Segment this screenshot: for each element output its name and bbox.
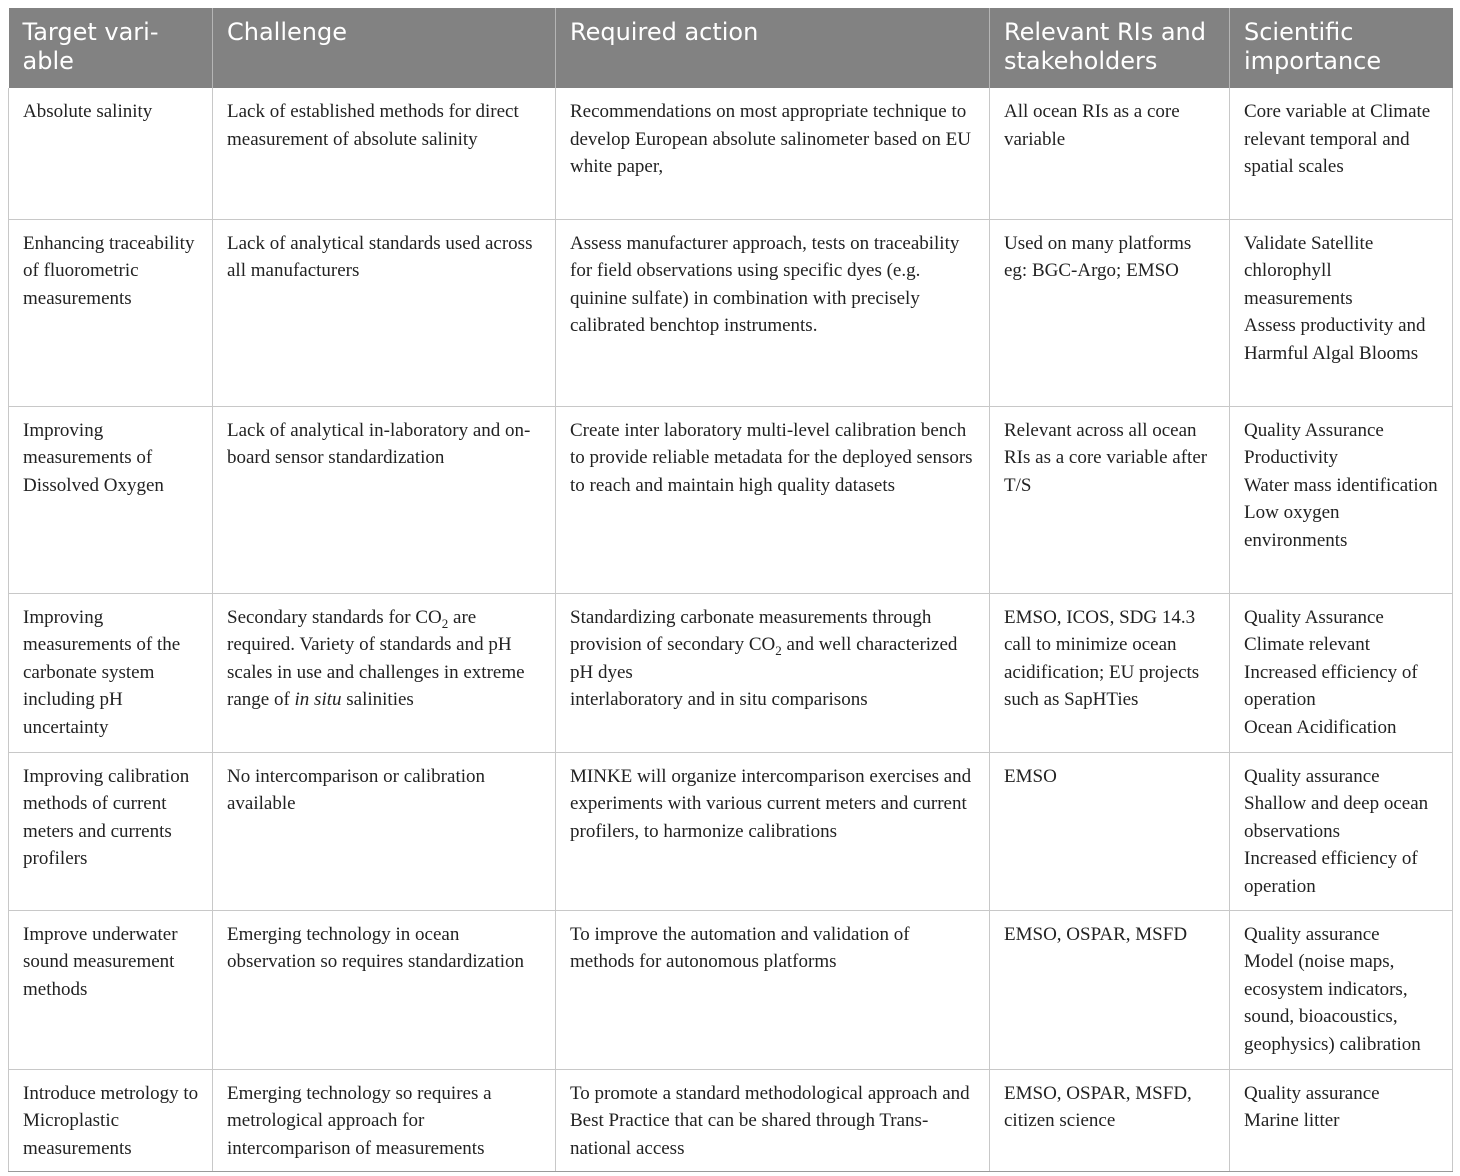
header-relevant-ris-line2: stakeholders [1004, 47, 1158, 75]
cell-action: MINKE will organize intercomparison exercises and experiments with various current meters and current profilers, to harmonize calibrations [556, 752, 990, 910]
cell-importance [1230, 88, 1453, 219]
cell-importance [1230, 752, 1453, 910]
cell-ris: Used on many platforms eg: BGC-Argo; EMSO [990, 219, 1230, 406]
challenge-italic: in situ [294, 689, 342, 710]
cell-action: Recommendations on most appropriate technique to develop European absolute salinometer based on EU white paper, [556, 88, 990, 219]
cell-ris: Relevant across all ocean RIs as a core variable after T/S [990, 406, 1230, 593]
header-target-variable-line2: able [22, 47, 74, 75]
importance-item: Low oxygen environments [1244, 502, 1348, 551]
importance-item: Quality Assurance [1244, 419, 1384, 441]
cell-challenge: Lack of established methods for direct measurement of absolute salinity [213, 88, 556, 219]
cell-challenge: Emerging technology in ocean observation so requires standardization [213, 910, 556, 1069]
cell-target: Improving measurements of Dissolved Oxygen [9, 406, 213, 593]
cell-ris: EMSO, ICOS, SDG 14.3 call to minimize ocean acidification; EU projects such as SapHTies [990, 593, 1230, 752]
cell-challenge: Emerging technology so requires a metrological approach for intercomparison of measurements [213, 1069, 556, 1171]
cell-action: Create inter laboratory multi-level calibration bench to provide reliable metadata for the deployed sensors to reach and maintain high quality datasets [556, 406, 990, 593]
cell-challenge: Lack of analytical in-laboratory and on-board sensor standardization [213, 406, 556, 593]
cell-ris: EMSO [990, 752, 1230, 910]
table-row [9, 219, 1453, 406]
header-required-action: Required action [556, 8, 990, 88]
importance-item: Quality Assurance [1244, 606, 1384, 628]
importance-item: Productivity [1244, 447, 1338, 468]
importance-item: Increased efficiency of operation [1244, 661, 1418, 710]
header-target-variable [9, 8, 213, 88]
importance-item: Marine litter [1244, 1110, 1340, 1131]
importance-item: Quality assurance [1244, 923, 1380, 945]
table-row [9, 406, 1453, 593]
cell-importance [1230, 593, 1453, 752]
importance-item: Ocean Acidification [1244, 716, 1397, 738]
table-body [9, 88, 1453, 1171]
header-row [9, 8, 1453, 88]
challenge-subscript: 2 [441, 615, 449, 631]
cell-importance [1230, 1069, 1453, 1171]
importance-item: Shallow and deep ocean observations [1244, 793, 1429, 842]
cell-ris: EMSO, OSPAR, MSFD, citizen science [990, 1069, 1230, 1171]
cell-action: To promote a standard methodological approach and Best Practice that can be shared through Trans-national access [556, 1069, 990, 1171]
importance-item: Climate relevant [1244, 634, 1371, 655]
challenge-text-c: salinities [341, 689, 414, 710]
action-text-a: Standardizing carbonate measurements through provision of secondary CO [570, 606, 932, 655]
cell-target: Improving measurements of the carbonate system including pH uncertainty [9, 593, 213, 752]
table-row [9, 910, 1453, 1069]
action-subscript: 2 [775, 642, 782, 658]
importance-item: Quality assurance [1244, 765, 1380, 787]
table-row [9, 752, 1453, 910]
table-row [9, 1069, 1453, 1171]
cell-importance [1230, 219, 1453, 406]
header-target-variable-line1: Target vari- [22, 18, 159, 46]
importance-item: Quality assurance [1244, 1082, 1380, 1104]
research-table [8, 8, 1453, 1172]
header-challenge: Challenge [213, 8, 556, 88]
header-scientific-importance-line1: Scientific [1244, 18, 1354, 46]
cell-target: Improving calibration methods of current meters and currents profilers [9, 752, 213, 910]
cell-target: Enhancing traceability of fluorometric measurements [9, 219, 213, 406]
importance-item: Core variable at Climate relevant temporal and spatial scales [1244, 101, 1431, 177]
table-row [9, 88, 1453, 219]
header-relevant-ris [990, 8, 1230, 88]
importance-item: Increased efficiency of operation [1244, 848, 1418, 897]
table-header [9, 8, 1453, 88]
cell-importance [1230, 910, 1453, 1069]
cell-target: Absolute salinity [9, 88, 213, 219]
importance-item: Water mass identification [1244, 474, 1438, 496]
cell-ris: All ocean RIs as a core variable [990, 88, 1230, 219]
cell-importance [1230, 406, 1453, 593]
table-row [9, 593, 1453, 752]
cell-target: Improve underwater sound measurement methods [9, 910, 213, 1069]
importance-item: Validate Satellite chlorophyll measurements [1244, 232, 1374, 309]
cell-challenge: No intercomparison or calibration available [213, 752, 556, 910]
challenge-text-b: are required. Variety of standards and pH scales in use and challenges in extreme range of [227, 606, 525, 710]
cell-action: To improve the automation and validation of methods for autonomous platforms [556, 910, 990, 1069]
header-scientific-importance [1230, 8, 1453, 88]
action-text-line2: interlaboratory and in situ comparisons [570, 689, 868, 710]
header-scientific-importance-line2: importance [1244, 47, 1382, 75]
cell-challenge: Lack of analytical standards used across all manufacturers [213, 219, 556, 406]
action-text-b: and well characterized pH dyes [570, 634, 958, 683]
cell-ris: EMSO, OSPAR, MSFD [990, 910, 1230, 1069]
cell-target: Introduce metrology to Microplastic measurements [9, 1069, 213, 1171]
header-relevant-ris-line1: Relevant RIs and [1004, 18, 1206, 46]
cell-challenge [213, 593, 556, 752]
challenge-text-a: Secondary standards for CO [227, 606, 442, 628]
importance-item: Assess productivity and Harmful Algal Blooms [1244, 315, 1426, 364]
importance-item: Model (noise maps, ecosystem indicators, sound, bioacoustics, geophysics) calibration [1244, 951, 1421, 1055]
cell-action: Assess manufacturer approach, tests on traceability for field observations using specific dyes (e.g. quinine sulfate) in combination with precisely calibrated benchtop instruments. [556, 219, 990, 406]
cell-action [556, 593, 990, 752]
